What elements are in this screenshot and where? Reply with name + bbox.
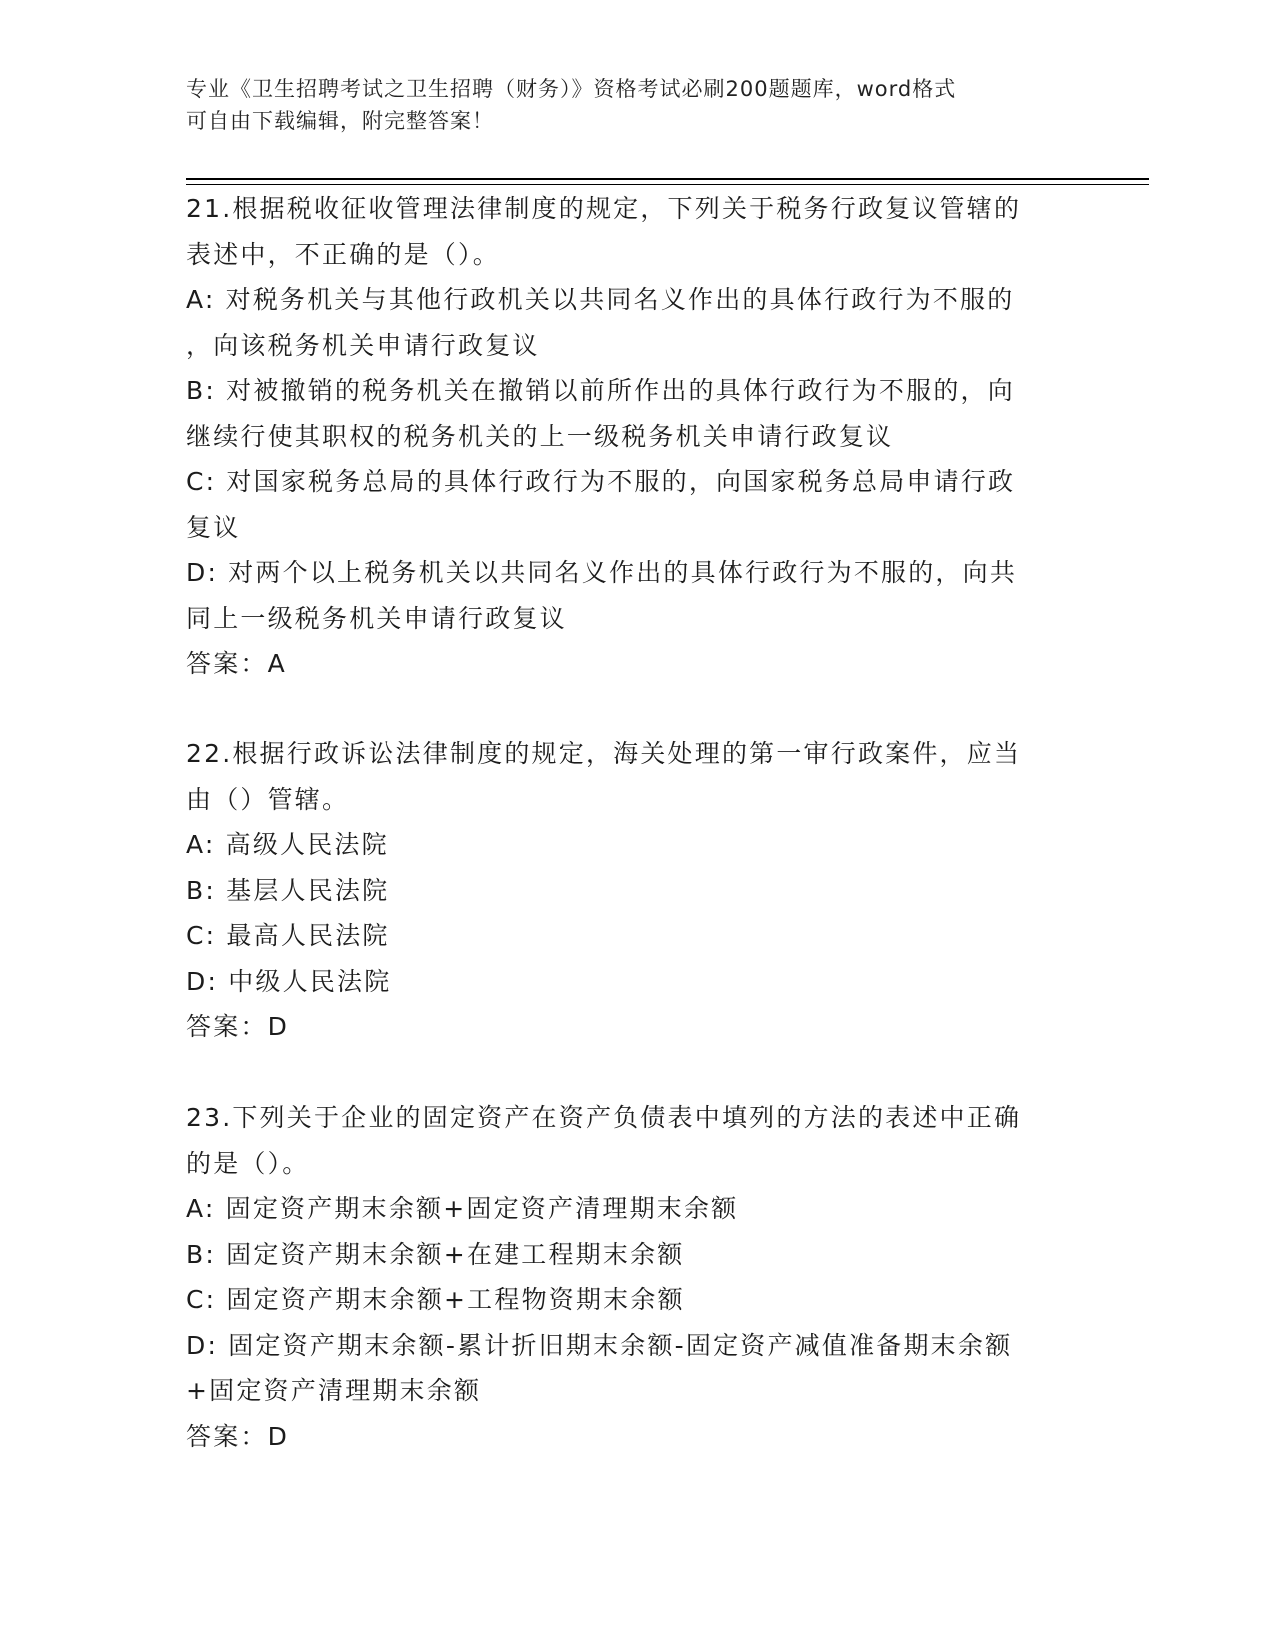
option-d: D: 固定资产期末余额-累计折旧期末余额-固定资产减值准备期末余额 xyxy=(186,1330,1013,1360)
option-b: 继续行使其职权的税务机关的上一级税务机关申请行政复议 xyxy=(186,421,894,451)
header-divider-thick xyxy=(186,178,1149,180)
question-stem: 表述中，不正确的是（）。 xyxy=(186,239,500,269)
option-b: B: 基层人民法院 xyxy=(186,875,390,905)
question-stem: 由（）管辖。 xyxy=(186,784,350,814)
answer-label: 答案：A xyxy=(186,649,287,678)
answer-label: 答案：D xyxy=(186,1421,290,1451)
question-23 xyxy=(186,1095,1066,1459)
document-header xyxy=(186,73,1066,137)
question-stem: 21.根据税收征收管理法律制度的规定，下列关于税务行政复议管辖的 xyxy=(186,194,1022,223)
question-22 xyxy=(186,731,1066,1050)
option-d: D: 中级人民法院 xyxy=(186,966,392,996)
option-a: ，向该税务机关申请行政复议 xyxy=(186,330,540,360)
option-d: 同上一级税务机关申请行政复议 xyxy=(186,603,567,633)
option-a: A: 固定资产期末余额+固定资产清理期末余额 xyxy=(186,1194,739,1223)
option-a: A: 高级人民法院 xyxy=(186,830,389,859)
question-stem: 22.根据行政诉讼法律制度的规定，海关处理的第一审行政案件，应当 xyxy=(186,739,1022,768)
answer-label: 答案：D xyxy=(186,1012,290,1041)
question-stem: 的是（）。 xyxy=(186,1148,310,1178)
option-c: 复议 xyxy=(186,512,241,542)
option-b: B: 对被撤销的税务机关在撤销以前所作出的具体行政行为不服的，向 xyxy=(186,376,1015,405)
option-a: A: 对税务机关与其他行政机关以共同名义作出的具体行政行为不服的 xyxy=(186,285,1015,314)
option-c: C: 固定资产期末余额+工程物资期末余额 xyxy=(186,1285,685,1314)
option-c: C: 对国家税务总局的具体行政行为不服的，向国家税务总局申请行政 xyxy=(186,467,1016,496)
header-divider-thin xyxy=(186,184,1149,185)
question-21 xyxy=(186,186,1066,687)
option-c: C: 最高人民法院 xyxy=(186,921,390,950)
option-d: +固定资产清理期末余额 xyxy=(186,1376,482,1405)
header-line-2: 可自由下载编辑，附完整答案！ xyxy=(186,109,494,133)
option-d: D: 对两个以上税务机关以共同名义作出的具体行政行为不服的，向共 xyxy=(186,558,1018,587)
question-stem: 23.下列关于企业的固定资产在资产负债表中填列的方法的表述中正确 xyxy=(186,1103,1022,1132)
header-line-1: 专业《卫生招聘考试之卫生招聘（财务）》资格考试必刷200题题库，word格式 xyxy=(186,77,957,101)
option-b: B: 固定资产期末余额+在建工程期末余额 xyxy=(186,1239,685,1269)
